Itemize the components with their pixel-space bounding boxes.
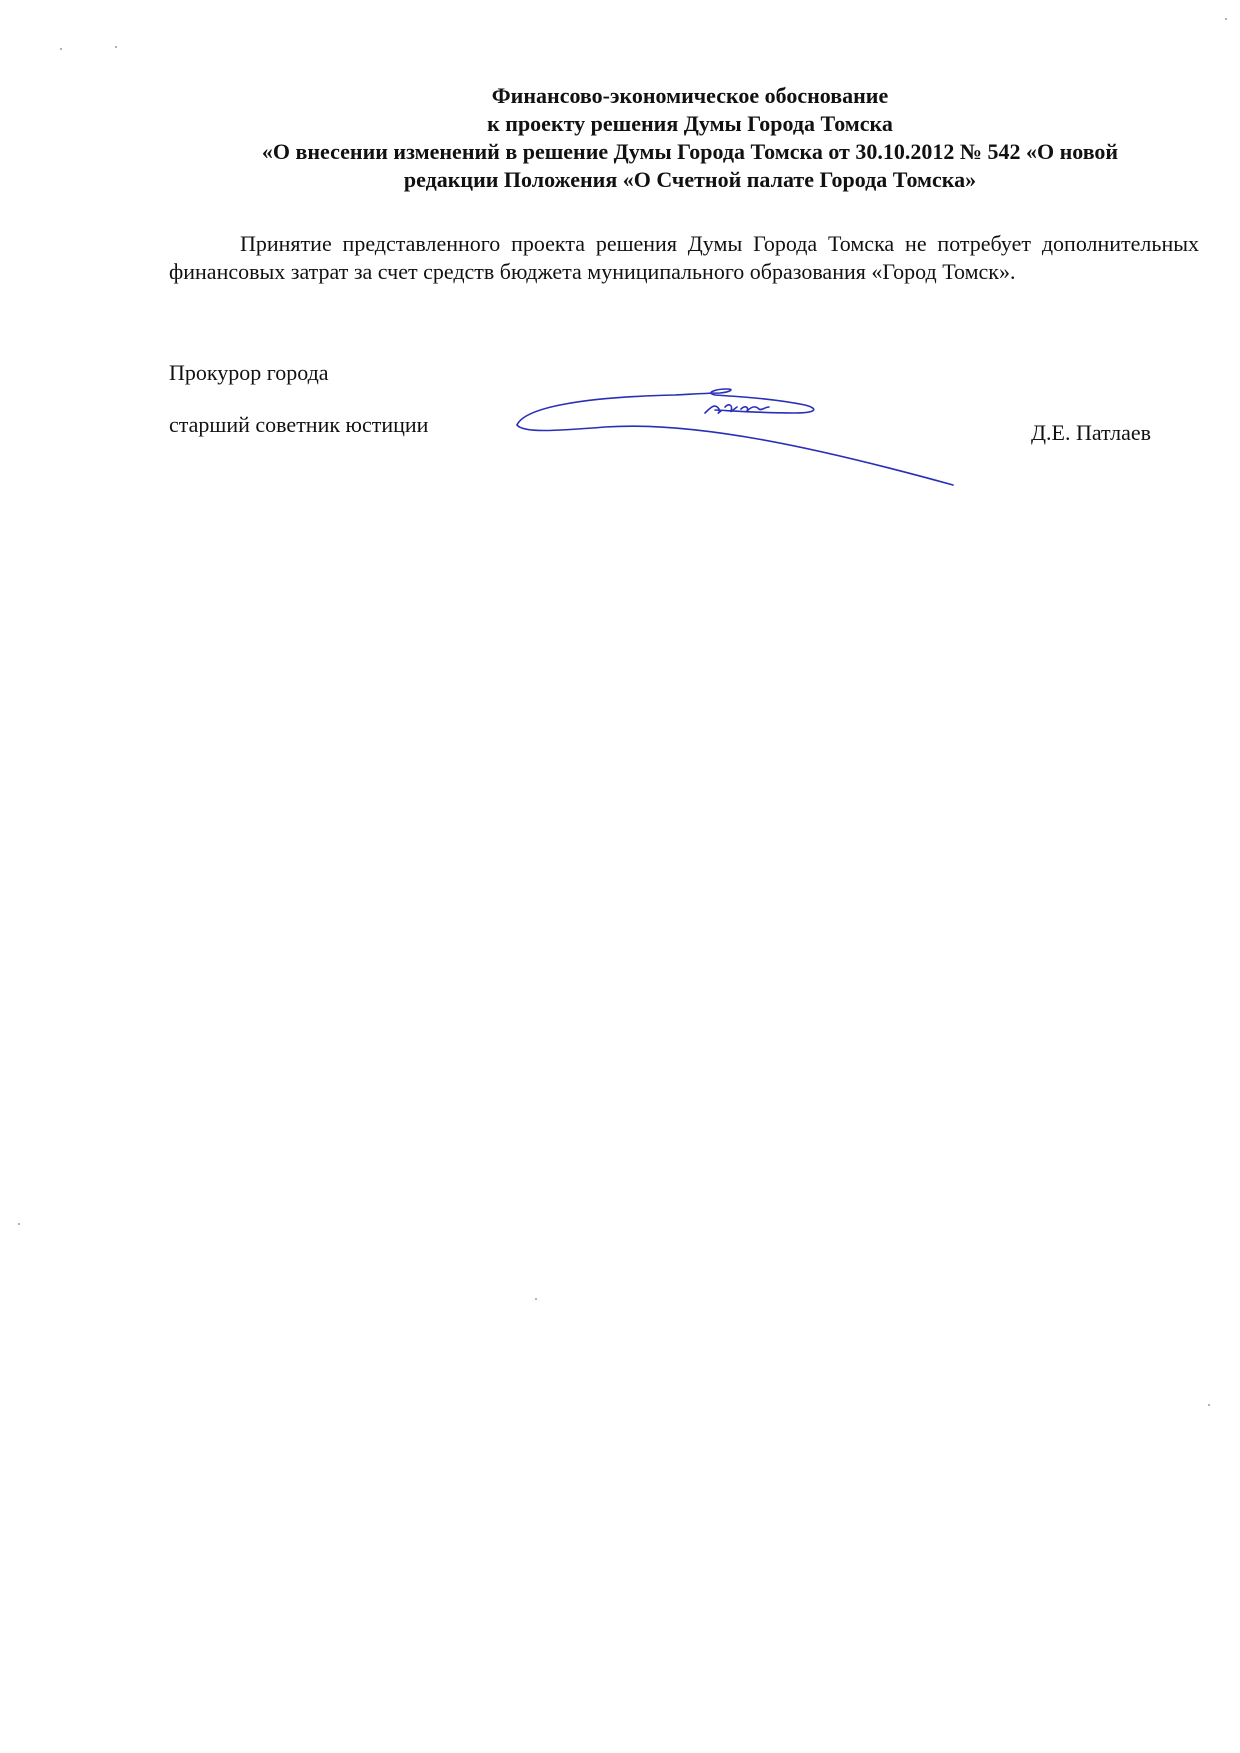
title-line-1: Финансово-экономическое обоснование <box>491 83 889 108</box>
scan-speck <box>115 46 117 48</box>
scan-speck <box>60 48 62 50</box>
scan-speck <box>18 1223 20 1225</box>
signer-name: Д.Е. Патлаев <box>1031 420 1151 445</box>
body-paragraph: Принятие представленного проекта решения Думы Города Томска не потребует дополнительных финансовых затрат за счет средств бюджета муниципального образования «Город Томск». <box>169 231 1199 284</box>
document-title <box>150 82 1230 194</box>
signer-position-line-1: Прокурор города <box>169 360 329 385</box>
signer-position-line-2: старший советник юстиции <box>169 412 429 437</box>
scan-speck <box>1208 1404 1210 1406</box>
scan-speck <box>535 1298 537 1300</box>
title-line-2: к проекту решения Думы Города Томска <box>487 111 893 136</box>
scan-speck <box>1225 18 1227 20</box>
title-line-4: редакции Положения «О Счетной палате Города Томска» <box>403 167 977 192</box>
handwritten-signature <box>515 385 955 495</box>
title-line-3: «О внесении изменений в решение Думы Города Томска от 30.10.2012 № 542 «О новой <box>261 139 1119 164</box>
